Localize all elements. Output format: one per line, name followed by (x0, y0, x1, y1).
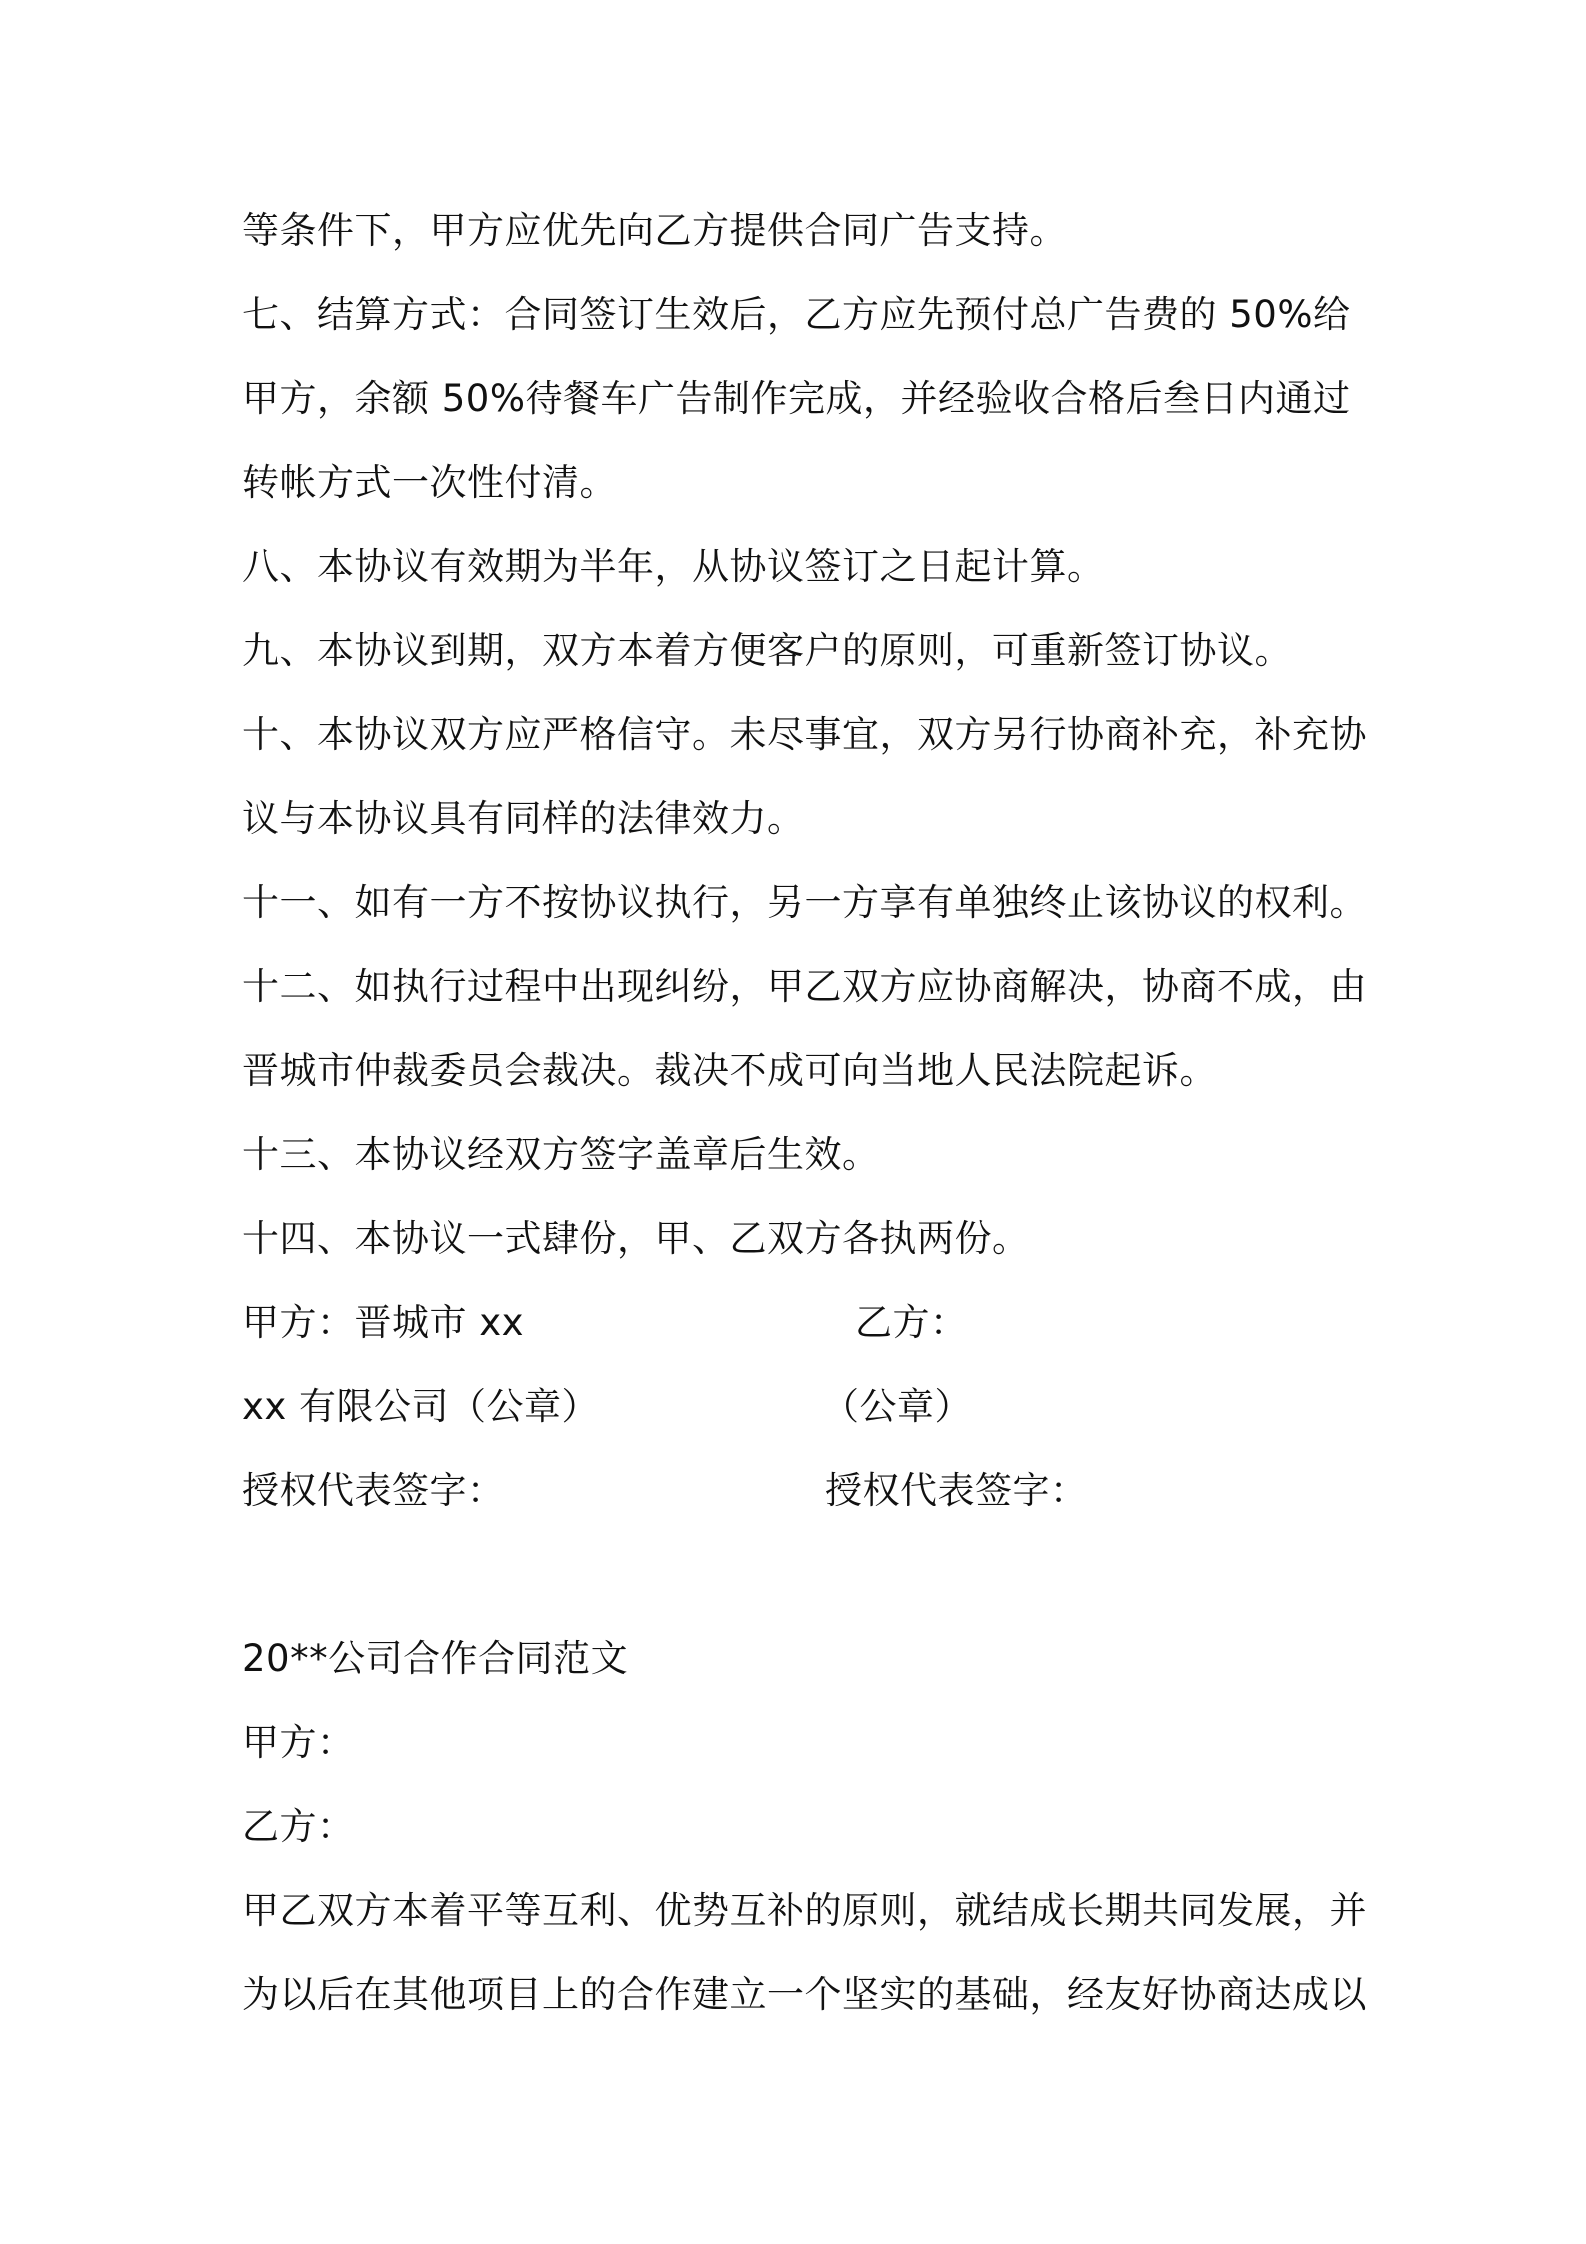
paragraph-line: 甲乙双方本着平等互利、优势互补的原则，就结成长期共同发展，并 (242, 1889, 1367, 1932)
party-b-name: 乙方： (855, 1301, 968, 1344)
text-line: 十二、如执行过程中出现纠纷，甲乙双方应协商解决，协商不成，由 (242, 965, 1367, 1008)
text-line: 八、本协议有效期为半年，从协议签订之日起计算。 (242, 545, 1105, 588)
text-line: 十三、本协议经双方签字盖章后生效。 (242, 1133, 880, 1176)
party-b-signature: 授权代表签字： (825, 1469, 1088, 1512)
text-line: 十、本协议双方应严格信守。未尽事宜，双方另行协商补充，补充协 (242, 713, 1367, 756)
text-line: 七、结算方式：合同签订生效后，乙方应先预付总广告费的 50%给 (242, 293, 1351, 336)
text-line: 转帐方式一次性付清。 (242, 461, 617, 504)
party-a-name: 甲方：晋城市 xx (242, 1301, 525, 1344)
party-a-label: 甲方： (242, 1721, 355, 1764)
text-line: 晋城市仲裁委员会裁决。裁决不成可向当地人民法院起诉。 (242, 1049, 1217, 1092)
party-b-label: 乙方： (242, 1805, 355, 1848)
text-line: 甲方，余额 50%待餐车广告制作完成，并经验收合格后叁日内通过 (242, 377, 1351, 420)
text-line: 十一、如有一方不按协议执行，另一方享有单独终止该协议的权利。 (242, 881, 1367, 924)
text-line: 十四、本协议一式肆份，甲、乙双方各执两份。 (242, 1217, 1030, 1260)
text-line: 议与本协议具有同样的法律效力。 (242, 797, 805, 840)
text-line: 九、本协议到期，双方本着方便客户的原则，可重新签订协议。 (242, 629, 1292, 672)
party-a-signature: 授权代表签字： (242, 1469, 505, 1512)
section-title: 20**公司合作合同范文 (242, 1637, 629, 1680)
text-line: 等条件下，甲方应优先向乙方提供合同广告支持。 (242, 209, 1067, 252)
party-a-seal: xx 有限公司（公章） (242, 1385, 600, 1428)
party-b-seal: （公章） (822, 1385, 972, 1428)
paragraph-line: 为以后在其他项目上的合作建立一个坚实的基础，经友好协商达成以 (242, 1973, 1367, 2016)
